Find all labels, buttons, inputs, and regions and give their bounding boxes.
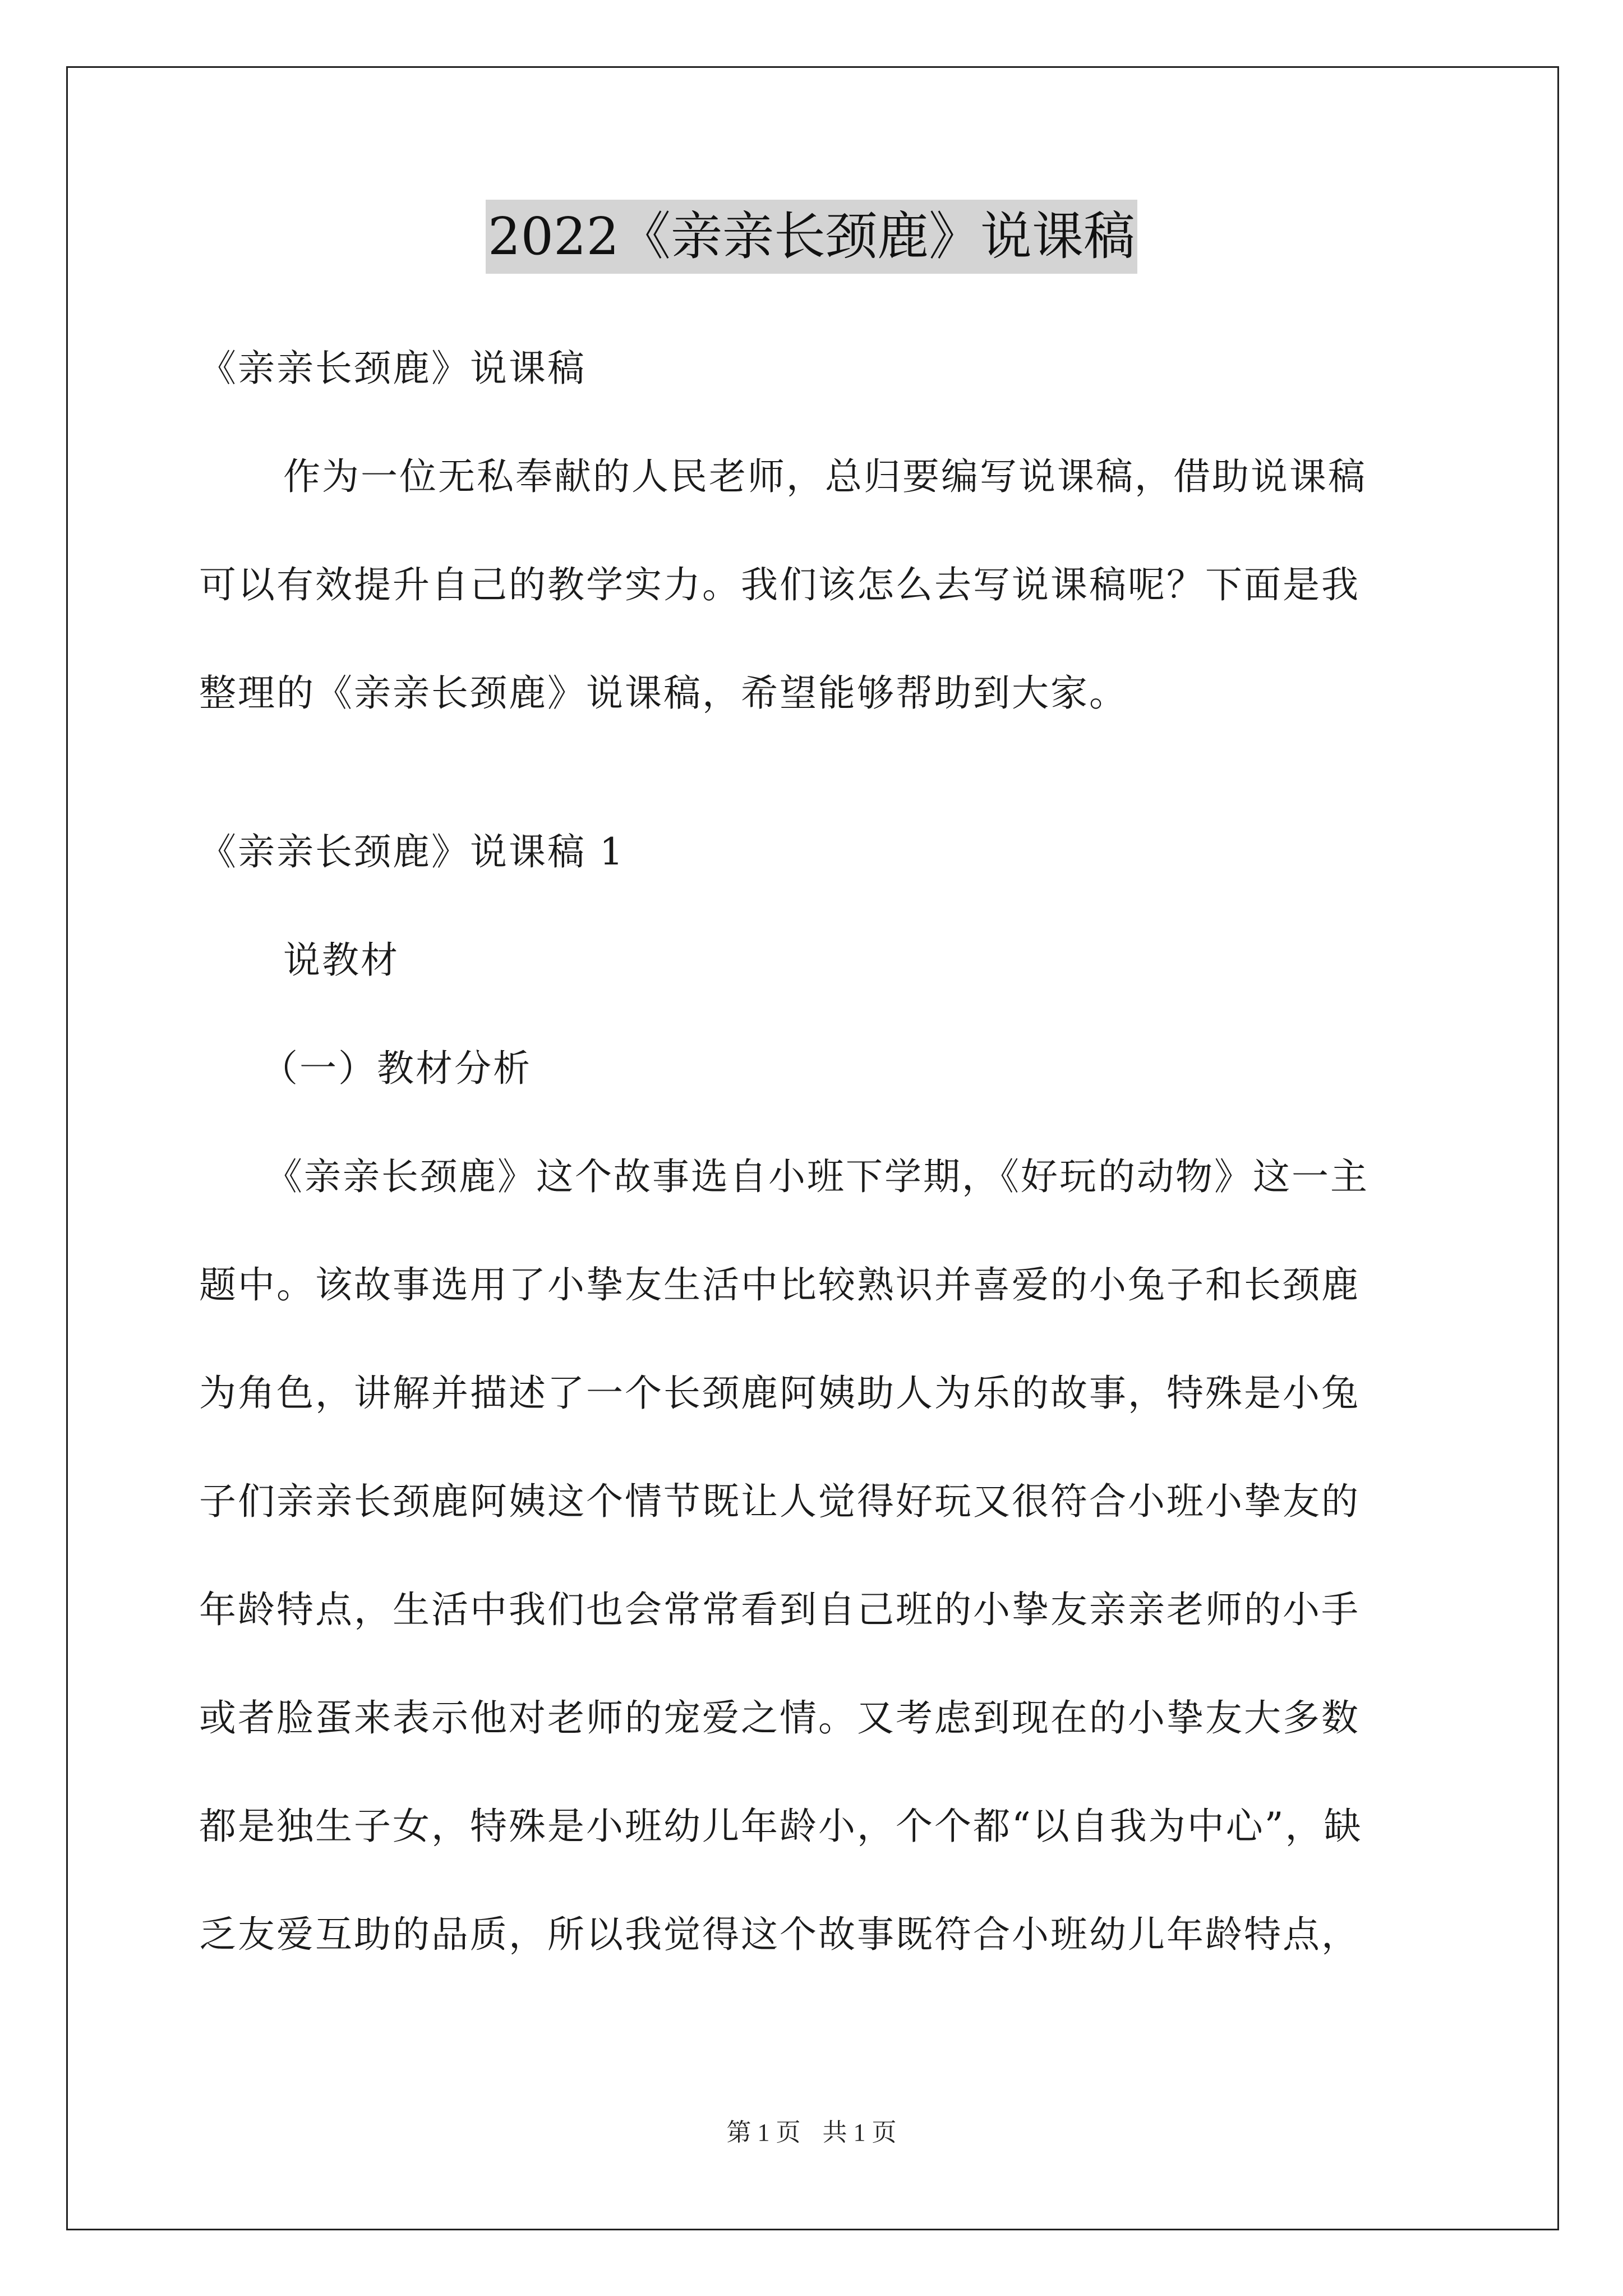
document-title: 2022《亲亲长颈鹿》说课稿	[486, 200, 1137, 274]
paragraph-line: 为角色，讲解并描述了一个长颈鹿阿姨助人为乐的故事，特殊是小兔	[199, 1372, 1360, 1415]
paragraph-line: 可以有效提升自己的教学实力。我们该怎么去写说课稿呢？下面是我	[199, 563, 1360, 606]
paragraph-line: 题中。该故事选用了小挚友生活中比较熟识并喜爱的小兔子和长颈鹿	[199, 1263, 1360, 1306]
subheading: 说教材	[283, 938, 399, 982]
paragraph-line: 年龄特点，生活中我们也会常常看到自己班的小挚友亲亲老师的小手	[199, 1588, 1360, 1631]
paragraph-line: 都是独生子女，特殊是小班幼儿年龄小，个个都“以自我为中心”，缺	[199, 1805, 1363, 1848]
section-heading: 《亲亲长颈鹿》说课稿 1	[199, 830, 625, 873]
paragraph-line: 或者脸蛋来表示他对老师的宠爱之情。又考虑到现在的小挚友大多数	[199, 1696, 1360, 1740]
paragraph-line: 《亲亲长颈鹿》这个故事选自小班下学期，《好玩的动物》这一主	[265, 1155, 1369, 1198]
paragraph-line: 子们亲亲长颈鹿阿姨这个情节既让人觉得好玩又很符合小班小挚友的	[199, 1480, 1360, 1523]
title-block	[0, 200, 1623, 274]
paragraph-line: 乏友爱互助的品质，所以我觉得这个故事既符合小班幼儿年龄特点，	[199, 1913, 1360, 1956]
document-body	[199, 314, 1433, 1989]
section-gap	[199, 747, 1433, 798]
paragraph-line: 作为一位无私奉献的人民老师，总归要编写说课稿，借助说课稿	[283, 455, 1367, 498]
page-total: 共 1 页	[822, 2119, 897, 2146]
page-number: 第 1 页	[726, 2119, 801, 2146]
subheading: （一）教材分析	[261, 1047, 532, 1090]
page-footer	[0, 2112, 1623, 2148]
subtitle-line: 《亲亲长颈鹿》说课稿	[199, 347, 586, 390]
paragraph-line: 整理的《亲亲长颈鹿》说课稿，希望能够帮助到大家。	[199, 671, 1128, 715]
